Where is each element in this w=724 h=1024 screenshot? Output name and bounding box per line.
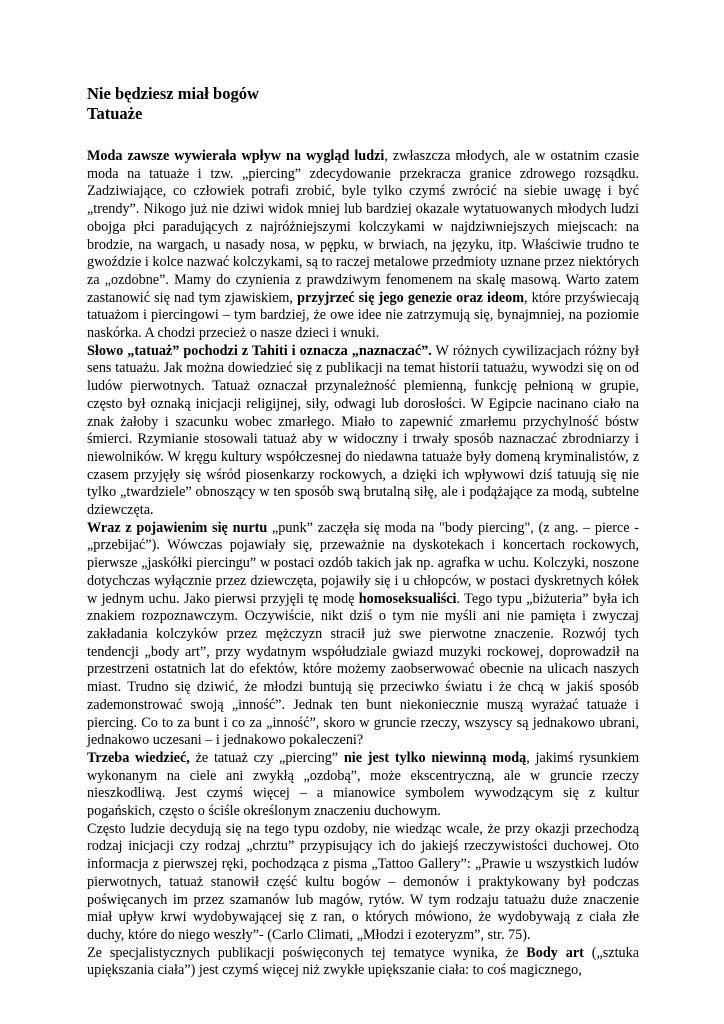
paragraph-6 bbox=[87, 945, 639, 980]
paragraph-6-text-a: Ze specjalistycznych publikacji poświęconych tej tematyce wynika, że bbox=[87, 944, 527, 961]
paragraph-3-lead: Wraz z pojawienim się nurtu bbox=[87, 519, 268, 536]
paragraph-2 bbox=[87, 343, 639, 520]
paragraph-5: Często ludzie decydują się na tego typu ozdoby, nie wiedząc wcale, że przy okazji przechodzą rodzaj inicjacji czy rodzaj „chrztu” przypisujący ich do jakiejś rzeczywistości duchowej. Oto informacja z pierwszej ręki, pochodząca z pisma „Tattoo Gallery”: „Prawie u wszystkich ludów pierwotnych, tatuaż stanowił część kultu bogów – demonów i praktykowany był podczas poświęcanych im przez szamanów lub magów, rytów. W tym rodzaju tatuażu duże znaczenie miał upływ krwi wydobywającej się z ran, o których mówiono, że wydobywają z ciała złe duchy, które do niego weszły”- (Carlo Climati, „Młodzi i ezoteryzm”, str. 75). bbox=[87, 820, 639, 943]
paragraph-2-lead: Słowo „tatuaż” pochodzi z Tahiti i oznacza „naznaczać”. bbox=[87, 342, 432, 359]
document-page bbox=[87, 84, 639, 980]
paragraph-6-text-b: („sztuka upiększania ciała”) jest czymś więcej niż zwykłe upiększanie ciała: to coś magicznego, bbox=[87, 944, 639, 979]
paragraph-3-text-a: „punk” zaczęła się moda na "body piercing", (z ang. – pierce - „przebijać”). Wówczas pojawiały się, przeważnie na dyskotekach i koncertach rockowych, pierwsze „jaskółki piercingu” w postaci ozdób takich jak np. agrafka w uchu. Kolczyki, noszone dotychczas wyłącznie przez dziewczęta, pojawiły się i u chłopców, w postaci dyskretnych kółek w jednym uchu. Jako pierwsi przyjęli tę modę bbox=[87, 519, 639, 607]
paragraph-1-lead: Moda zawsze wywierała wpływ na wygląd ludzi bbox=[87, 148, 385, 164]
paragraph-1 bbox=[87, 148, 639, 343]
paragraph-3-text-b: . Tego typu „biżuteria” była ich znakiem rozpoznawczym. Oczywiście, nikt dziś o tym nie myśli ani nie pamięta i zwyczaj zakładania kolczyków przez mężczyzn stracił już swe pierwotne znaczenie. Rozwój tych tendencji „body art”, przy wydatnym współudziale gwiazd muzyki rockowej, doprowadził na przestrzeni ostatnich lat do efektów, które możemy zaobserwować obecnie na ulicach naszych miast. Trudno się dziwić, że młodzi buntują się przeciwko światu i że chcą w jakiś sposób zademonstrować swoją „inność”. Jednak ten bunt niekoniecznie muszą wyrażać tatuaże i piercing. Co to za bunt i co za „inność”, skoro w gruncie rzeczy, wszyscy są jednakowo ubrani, jednakowo uczesani – i jednakowo pokaleczeni? bbox=[87, 590, 639, 749]
paragraph-1-bold: przyjrzeć się jego genezie oraz ideom bbox=[297, 289, 525, 306]
paragraph-3 bbox=[87, 520, 639, 750]
paragraph-4 bbox=[87, 750, 639, 821]
paragraph-4-text-a: że tatuaż czy „piercing” bbox=[189, 749, 344, 766]
article-body bbox=[87, 148, 639, 980]
paragraph-1-text-b: , które przyświecają tatuażom i piercingowi – tym bardziej, że owe idee nie zatrzymują się, bynajmniej, na poziomie naskórka. A chodzi przecież o nasze dzieci i wnuki. bbox=[87, 289, 639, 342]
paragraph-4-lead: Trzeba wiedzieć, bbox=[87, 749, 190, 766]
paragraph-1-text-a: , zwłaszcza młodych, ale w ostatnim czasie moda na tatuaże i tzw. „piercing” zdecydowanie przekracza granice zdrowego rozsądku. Zadziwiające, co człowiek potrafi zrobić, byle tylko czymś zwrócić na siebie uwagę i być „trendy”. Nikogo już nie dziwi widok mniej lub bardziej okazale wytatuowanych młodych ludzi obojga płci paradujących z najróżniejszymi kolczykami w najdziwniejszych miejscach: na brodzie, na wargach, u nasady nosa, w pępku, w brwiach, na języku, itp. Właściwie trudno te gwoździe i kolce nazwać kolczykami, są to raczej metalowe przedmioty uznane przez niektórych za „ozdobne”. Mamy do czynienia z prawdziwym fenomenem na skalę masową. Warto zatem zastanowić się nad tym zjawiskiem, bbox=[87, 148, 639, 306]
paragraph-3-bold: homoseksualiści bbox=[358, 590, 457, 607]
paragraph-6-bold: Body art bbox=[526, 944, 584, 961]
paragraph-4-bold: nie jest tylko niewinną modą bbox=[343, 749, 527, 766]
document-title bbox=[87, 84, 639, 124]
title-line-1: Nie będziesz miał bogów bbox=[87, 84, 259, 103]
title-line-2: Tatuaże bbox=[87, 104, 143, 123]
paragraph-4-text-b: , jakimś rysunkiem wykonanym na ciele ani zwykłą „ozdobą”, może ekscentryczną, ale w gruncie rzeczy nieszkodliwą. Jest czymś więcej – a mianowice symbolem wywodzącym się z kultur pogańskich, często o ściśle określonym znaczeniu duchowym. bbox=[87, 749, 639, 820]
paragraph-2-text: W różnych cywilizacjach różny był sens tatuażu. Jak można dowiedzieć się z publikacji na temat historii tatuażu, wywodzi się on od ludów pierwotnych. Tatuaż oznaczał przynależność plemienną, funkcję pełnioną w grupie, często był oznaką inicjacji religijnej, siły, odwagi lub dorosłości. W Egipcie nacinano ciało na znak żałoby i szacunku wobec zmarłego. Miało to zapewnić zmarłemu przychylność bóstw śmierci. Rzymianie stosowali tatuaż aby w widoczny i trwały sposób naznaczać zbrodniarzy i niewolników. W kręgu kultury współczesnej do niedawna tatuaże były domeną kryminalistów, z czasem przyjęły się wśród piosenkarzy rockowych, a dzięki ich wpływowi dziś tatuują się nie tylko „twardziele” obnoszący w ten sposób swą brutalną siłę, ale i podążające za modą, subtelne dziewczęta. bbox=[87, 342, 639, 519]
